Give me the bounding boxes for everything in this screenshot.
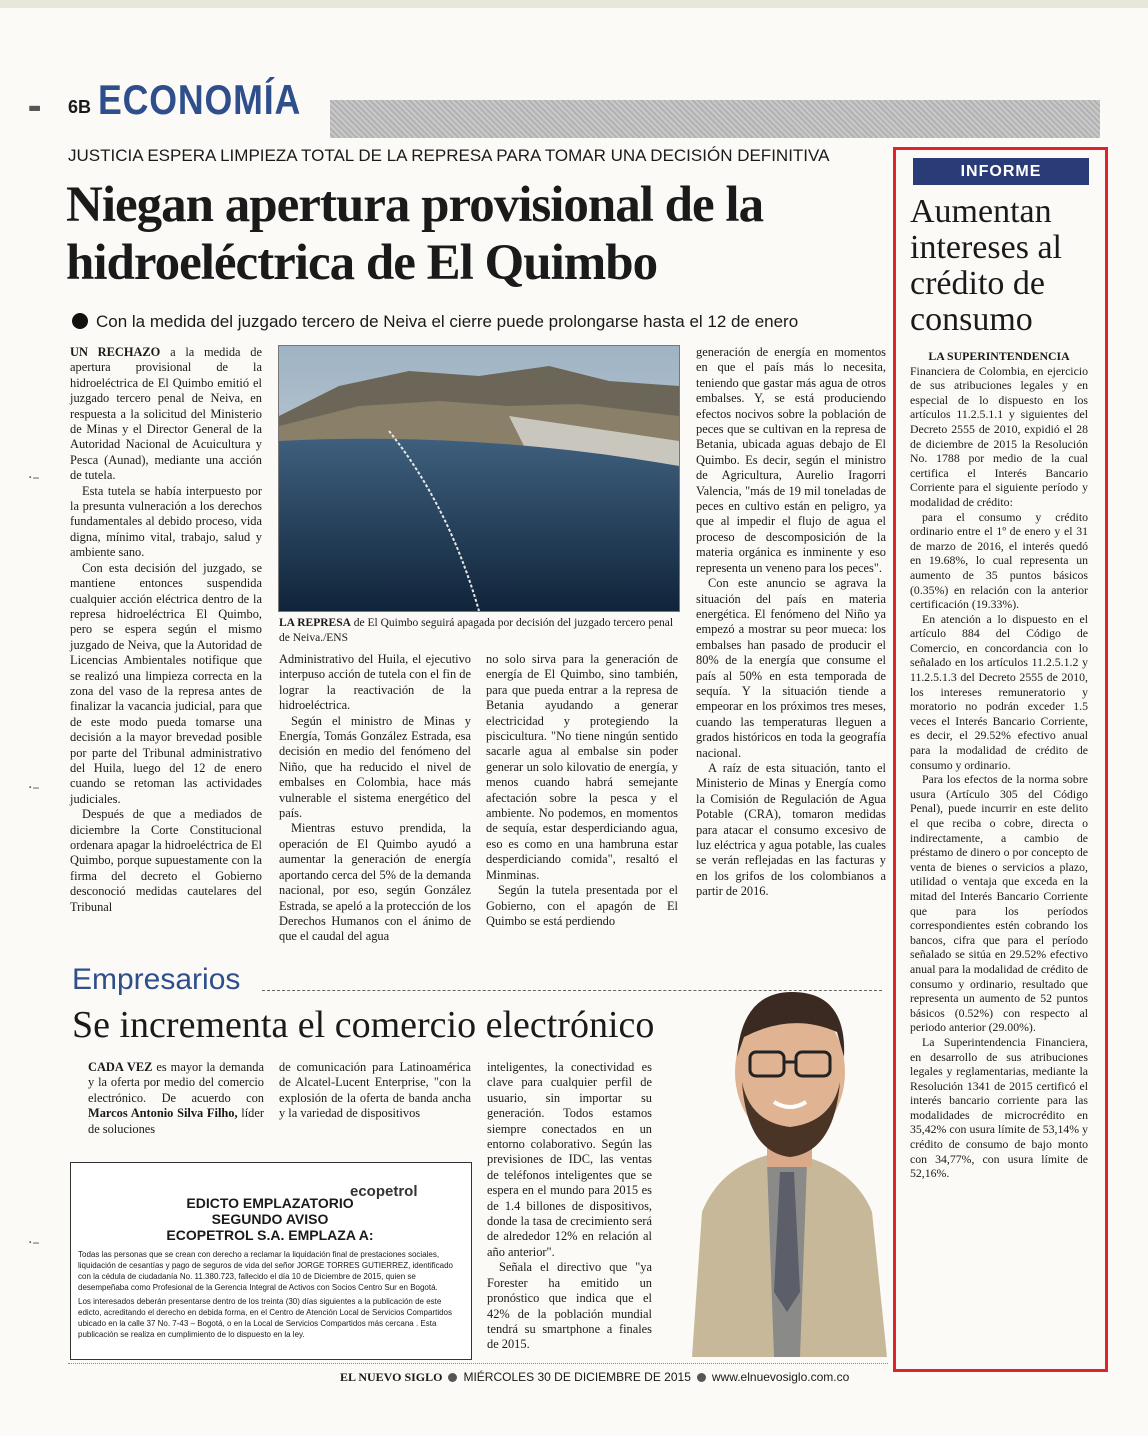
ad-title-line: EDICTO EMPLAZATORIO <box>186 1195 354 1211</box>
section-bar <box>330 100 1100 138</box>
photo-caption <box>279 616 677 646</box>
scan-mark: ·– <box>28 780 40 796</box>
portrait-photo <box>682 962 892 1357</box>
source-name: Marcos Antonio Silva Filho, <box>88 1106 238 1121</box>
bullet-icon <box>697 1373 706 1382</box>
ad-paragraph: Todas las personas que se crean con derecho a reclamar la liquidación final de prestaciones sociales, liquidación de cesantías y pago de seguros de vida del señor JORGE TORRES GUTIERREZ, identificado con la cédula de ciudadanía No. 11.380.723, fallecido el día 10 de Diciembre de 2015, quien se desempeñaba como Profesional de la Gerencia Integral de Activos con Socios Centro Sur en Bogotá. <box>78 1250 454 1292</box>
scan-mark: ▬ <box>28 100 42 116</box>
lead-in: UN RECHAZO <box>70 345 161 359</box>
paragraph: de comunicación para Latinoamérica de Alcatel-Lucent Enterprise, "con la explosión de la oferta de banda ancha y la variedad de dispositivos <box>279 1060 471 1121</box>
paragraph: La Superintendencia Financiera, en desarrollo de sus atribuciones legales y reglamentarias, mediante la Resolución 1341 de 2015 certificó el interés bancario corriente para las modalidades de microcrédito en 35,42% con usura límite de 53,14% y crédito de consumo de bajo monto con 34,77%, con usura límite de 52,16%. <box>910 1034 1088 1181</box>
paragraph: A raíz de esta situación, tanto el Ministerio de Minas y Energía como la Comisión de Regulación de Agua Potable (CRA), tomaron medidas para atacar el consumo excesivo de luz eléctrica y agua potable, las cuales se verán reflejadas en las facturas y en los grifos de los colombianos a partir de 2016. <box>696 760 886 899</box>
article-dek-text: Con la medida del juzgado tercero de Neiva el cierre puede prolongarse hasta el 12 de enero <box>96 312 799 331</box>
ad-paragraph: Los interesados deberán presentarse dentro de los treinta (30) días siguientes a la publicación de este edicto, acreditando el derecho en debida forma, en el Centro de Atención Local de Servicios Compartidos ubicado en la calle 37 No. 7-43 – Bogotá, o en la Local de Servicios Compartidos más cercana . Esta publicación se realiza en cumplimiento de lo dispuesto en la ley. <box>78 1297 453 1339</box>
paragraph: Mientras estuvo prendida, la operación de El Quimbo ayudó a aumentar la generación de energía aportando cerca del 5% de la demanda nacional, por eso, según González Estrada, se apeló a la protección de los Derechos Humanos con el ánimo de que el caudal del agua <box>279 821 471 944</box>
ad-body <box>78 1249 464 1340</box>
footer-paper-name: EL NUEVO SIGLO <box>340 1370 443 1384</box>
article-column-2 <box>279 652 471 945</box>
article-column-4 <box>696 345 886 900</box>
scan-mark: ·– <box>28 1235 40 1251</box>
ad-title-line: SEGUNDO AVISO <box>211 1211 329 1227</box>
paragraph: Según la tutela presentada por el Gobierno, con el apagón de El Quimbo se está perdiendo <box>486 883 678 928</box>
article2-column-1 <box>88 1060 264 1137</box>
sidebar-tag: INFORME <box>913 158 1089 185</box>
lead-in: CADA VEZ <box>88 1060 153 1074</box>
paragraph: Administrativo del Huila, el ejecutivo interpuso acción de tutela con el fin de lograr la reactivación de la hidroeléctrica. <box>279 652 471 713</box>
sidebar-body <box>910 349 1088 1181</box>
dam-photo-illustration <box>279 346 679 611</box>
paragraph: Con este anuncio se agrava la situación del país en materia energética. El fenómeno del Niño ya empezó a mostrar su peor mueca: los embalses han pasado de producir el 80% de la energía que consume el país al 50% en esta temporada de sequía. Y la situación tiende a empeorar en los próximos tres meses, cuando las temperaturas lleguen a grados históricos en toda la geografía nacional. <box>696 576 886 760</box>
bullet-icon <box>448 1373 457 1382</box>
page-number: 6B <box>68 97 92 117</box>
article-headline-2: Se incrementa el comercio electrónico <box>72 1004 655 1046</box>
paragraph: En atención a lo dispuesto en el artículo 884 del Código de Comercio, en concordancia con lo señalado en los artículos 11.2.5.1.2 y 11.2.5.1.3 del Decreto 2555 de 2010, los intereses remuneratorio y moratorio no podrán exceder 1.5 veces el Interés Bancario Corriente, es decir, el 29.52% efectivo anual para la modalidad de crédito de consumo y ordinario. <box>910 611 1088 772</box>
footer-url[interactable]: www.elnuevosiglo.com.co <box>711 1370 850 1384</box>
lead-in: LA SUPERINTENDENCIA <box>928 349 1070 363</box>
paragraph: líder de soluciones <box>88 1106 264 1136</box>
dam-photo <box>278 345 680 612</box>
paragraph: Señala el directivo que "ya Forester ha emitido un pronóstico que indica que el 42% de la población mundial tendrá su smartphone a finales de 2015. <box>487 1260 652 1352</box>
article-headline: Niegan apertura provisional de la hidroeléctrica de El Quimbo <box>66 177 764 291</box>
caption-lead: LA REPRESA <box>279 617 351 629</box>
article-column-1 <box>70 345 262 915</box>
sidebar-headline: Aumentan intereses al crédito de consumo <box>910 193 1062 338</box>
article2-column-3 <box>487 1060 652 1353</box>
scan-mark: ·– <box>28 470 40 486</box>
section-subtitle: Empresarios <box>72 963 241 996</box>
paragraph: es mayor la demanda y la oferta por medio del comercio electrónico. De acuerdo con <box>88 1060 264 1105</box>
top-margin-strip <box>0 0 1148 8</box>
bullet-icon <box>72 313 88 329</box>
paragraph: Después de que a mediados de diciembre la Corte Constitucional ordenara apagar la hidroeléctrica de El Quimbo, porque supuestamente con la firma del decreto el Gobierno desconoció medidas cautelares del Tribunal <box>70 807 262 914</box>
article-column-3 <box>486 652 678 929</box>
page-footer <box>340 1370 849 1385</box>
portrait-illustration <box>682 962 892 1357</box>
paragraph: Para los efectos de la norma sobre usura (Artículo 305 del Código Penal), puede incurrir en este delito el que reciba o cobre, directa o indirectamente, a cambio de préstamo de dinero o por concepto de venta de bienes o servicios a plazo, utilidad o ventaja que exceda en la mitad del Interés Bancario Corriente que para los períodos correspondientes estén cobrando los bancos, cifra que para el período señalado se sitúa en 29.52% efectivo anual para la modalidad de crédito de consumo y ordinario, resultado que representa un aumento de 52 puntos básicos (0.52%) con respecto al periodo anterior (29.00%). <box>910 772 1088 1035</box>
paragraph: Con esta decisión del juzgado, se mantiene entonces suspendida cualquier acción eléctrica dentro de la represa hidroeléctrica El Quimbo, pero se espera según el mismo juzgado de Neiva, que la Autoridad de Licencias Ambientales notifique que se realizó una limpieza correcta en la zona del vaso de la represa antes de finalizar la vacancia judicial, para que de este modo pueda tomarse una decisión a la mayor brevedad posible por parte del Tribunal administrativo del Huila, luego del 12 de enero cuando se retoman las actividades judiciales. <box>70 560 262 806</box>
article-kicker: JUSTICIA ESPERA LIMPIEZA TOTAL DE LA REPRESA PARA TOMAR UNA DECISIÓN DEFINITIVA <box>68 146 830 165</box>
article-dek <box>72 312 798 332</box>
paragraph: Financiera de Colombia, en ejercicio de sus atribuciones legales y en especial de lo dispuesto en los artículos 11.2.5.1.1 y siguientes del Decreto 2555 de 2010, expidió el 28 de diciembre de 2015 la Resolución No. 1788 por medio de la cual certifica el Interés Bancario Corriente para el siguiente período y modalidad de crédito: <box>910 363 1088 509</box>
ecopetrol-logo: ecopetrol <box>350 1183 418 1200</box>
paragraph: generación de energía en momentos en que el país más lo necesita, teniendo que gastar más agua de otros embalses. Y, se está produciendo efectos nocivos sobre la población de peces que se cultivan en la represa de Betania, ubicada aguas debajo de El Quimbo. Es decir, según el ministro de Agricultura, Aurelio Iragorri Valencia, "más de 19 mil toneladas de peces en cultivo están en peligro, ya que al impedir el flujo de agua el proceso de descomposición de la materia orgánica es inminente y eso representa un veneno para los peces". <box>696 345 886 575</box>
paragraph: inteligentes, la conectividad es clave para cualquier perfil de usuario, sin importar su generación. Todos estamos siempre conectados en un entorno colaborativo. Según las previsiones de IDC, las ventas de teléfonos inteligentes que se espera en el mundo para 2015 es de 1.4 billones de dispositivos, donde la tasa de crecimiento será de alrededor 12% en relación al año anterior". <box>487 1060 652 1259</box>
paragraph: Esta tutela se había interpuesto por la presunta vulneración a los derechos fundamentales al debido proceso, vida digna, mínimo vital, trabajo, salud y ambiente sano. <box>70 483 262 560</box>
paragraph: no solo sirva para la generación de energía de El Quimbo, sino también, para que pueda entrar a la represa de Betania ayudando a generar electricidad y protegiendo la piscicultura. "No tiene ningún sentido sacarle agua al embalse sin poder generar un solo kilovatio de energía, y menos cuando habrá semejante afectación sobre la pesca y el ambiente. No podemos, en momentos de sequía, estar desperdiciando agua, eso es como en una hambruna estar desperdiciando comida", resaltó el Minminas. <box>486 652 678 882</box>
ad-title <box>70 1195 470 1243</box>
paragraph: a la medida de apertura provisional de la hidroeléctrica de El Quimbo emitió el juzgado tercero penal de Neiva, en respuesta a la solicitud del Ministerio de Minas y el Director General de la Autoridad Nacional de Acuicultura y Pesca (Aunad), mediante una acción de tutela. <box>70 345 262 483</box>
ad-title-line: ECOPETROL S.A. EMPLAZA A: <box>166 1227 374 1243</box>
footer-date: MIÉRCOLES 30 DE DICIEMBRE DE 2015 <box>463 1370 691 1384</box>
section-title: ECONOMÍA <box>98 76 302 123</box>
paragraph: para el consumo y crédito ordinario entre el 1º de enero y el 31 de marzo de 2016, el interés quedó en 19.68%, lo cual representa un aumento de 35 puntos básicos (0.35%) en relación con la anterior certificación (19.33%). <box>910 509 1088 612</box>
footer-rule <box>68 1363 888 1364</box>
paragraph: Según el ministro de Minas y Energía, Tomás González Estrada, esa decisión en medio del fenómeno del Niño, que ha reducido el nivel de embalses en Colombia, hace más vulnerable el sistema energético del país. <box>279 713 471 821</box>
article2-column-2 <box>279 1060 471 1122</box>
caption-text: de El Quimbo seguirá apagada por decisión del juzgado tercero penal de Neiva./ENS <box>279 617 674 644</box>
